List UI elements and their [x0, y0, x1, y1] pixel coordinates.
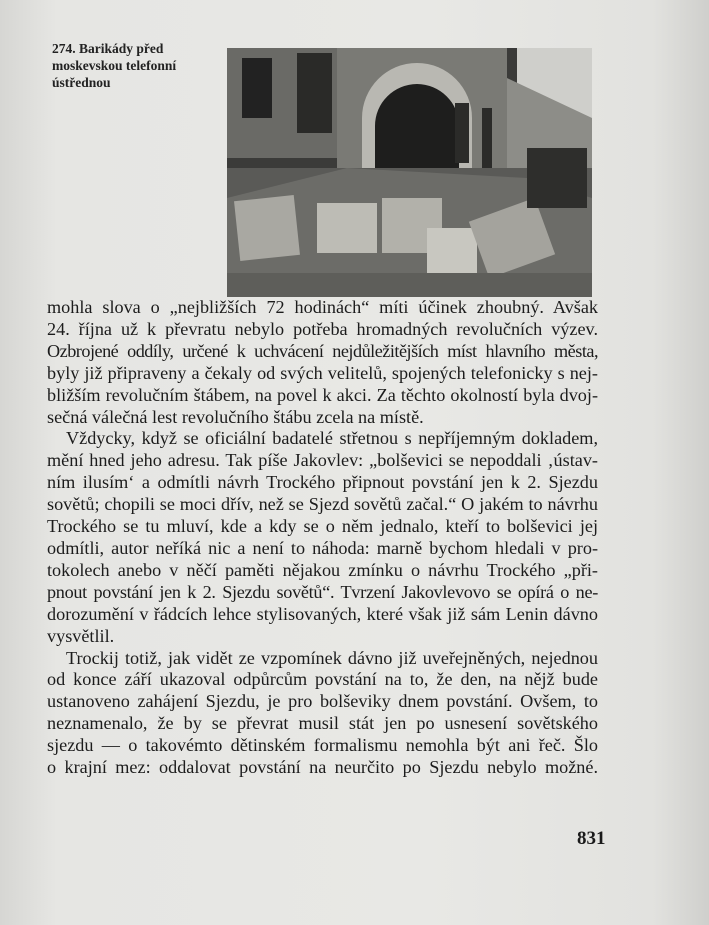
text-line: byly již připraveny a čekaly od svých velitelů, spojených telefonicky s nej-	[47, 362, 598, 383]
text-line: 24. října už k převratu nebylo potřeba hromadných revolučních výzev.	[47, 318, 598, 339]
caption-line: moskevskou telefonní	[52, 58, 177, 73]
page-number: 831	[577, 828, 606, 849]
text-line: ustanoveno zahájení Sjezdu, je pro bolševiky dnem povstání. Ovšem, to	[47, 691, 598, 712]
text-line: dorozumění v řádcích lehce stylisovaných, které však již sám Lenin dávno	[47, 603, 598, 624]
paragraph	[47, 297, 598, 428]
paragraph	[47, 428, 598, 647]
text-line: ním ilusím‘ a odmítli návrh Trockého připnout povstání jen k 2. Sjezdu	[47, 472, 598, 493]
text-line: bližším revolučním štábem, na povel k akci. Za těchto okolností byla dvoj-	[47, 384, 598, 405]
text-line: Ozbrojené oddíly, určené k uchvácení nejdůležitějších míst hlavního města,	[47, 340, 598, 361]
caption-line: 274. Barikády před	[52, 41, 164, 56]
body-text	[47, 297, 598, 779]
text-line: sečná válečná lest revolučního štábu zcela na místě.	[47, 406, 424, 427]
text-line: pnout povstání jen k 2. Sjezdu sovětů“. Tvrzení Jakovlevovo se opírá o ne-	[47, 581, 598, 602]
text-line: tokolech anebo v něčí paměti nějakou zmínku o návrhu Trockého „při-	[47, 559, 598, 580]
paragraph	[47, 648, 598, 779]
text-line: odmítli, autor neříká nic a není to náhoda: marně bychom hledali v pro-	[47, 537, 598, 558]
text-line: Trockého se tu mluví, kde a kdy se o něm jednalo, kteří to bolševici jej	[47, 516, 598, 537]
text-line: o krajní mez: oddalovat povstání na neurčito po Sjezdu nebylo možné.	[47, 757, 598, 778]
text-line: Trockij totiž, jak vidět ze vzpomínek dávno již uveřejněných, nejednou	[66, 647, 598, 668]
text-line: od konce září ukazoval odpůrcům povstání na to, že den, na nějž bude	[47, 669, 598, 690]
text-line: sovětů; chopili se moci dřív, než se Sjezd sovětů začal.“ O jakém to návrhu	[47, 494, 598, 515]
text-line: Vždycky, když se oficiální badatelé střetnou s nepříjemným dokladem,	[66, 428, 598, 449]
text-line: vysvětlil.	[47, 625, 115, 646]
barricade-photo-image	[227, 48, 592, 297]
text-line: mohla slova o „nejbližších 72 hodinách“ míti účinek zhoubný. Avšak	[47, 297, 598, 317]
figure-caption	[52, 40, 222, 91]
text-line: sjezdu — o takovémto dětinském formalismu nemohla být ani řeč. Šlo	[47, 735, 598, 756]
barricade-photo	[227, 48, 592, 297]
text-line: mění hned jeho adresu. Tak píše Jakovlev: „bolševici se nepoddali ‚ústav-	[47, 450, 598, 471]
text-line: neznamenalo, že by se převrat musil stát jen po usnesení sovětského	[47, 713, 598, 734]
caption-line: ústřednou	[52, 75, 111, 90]
